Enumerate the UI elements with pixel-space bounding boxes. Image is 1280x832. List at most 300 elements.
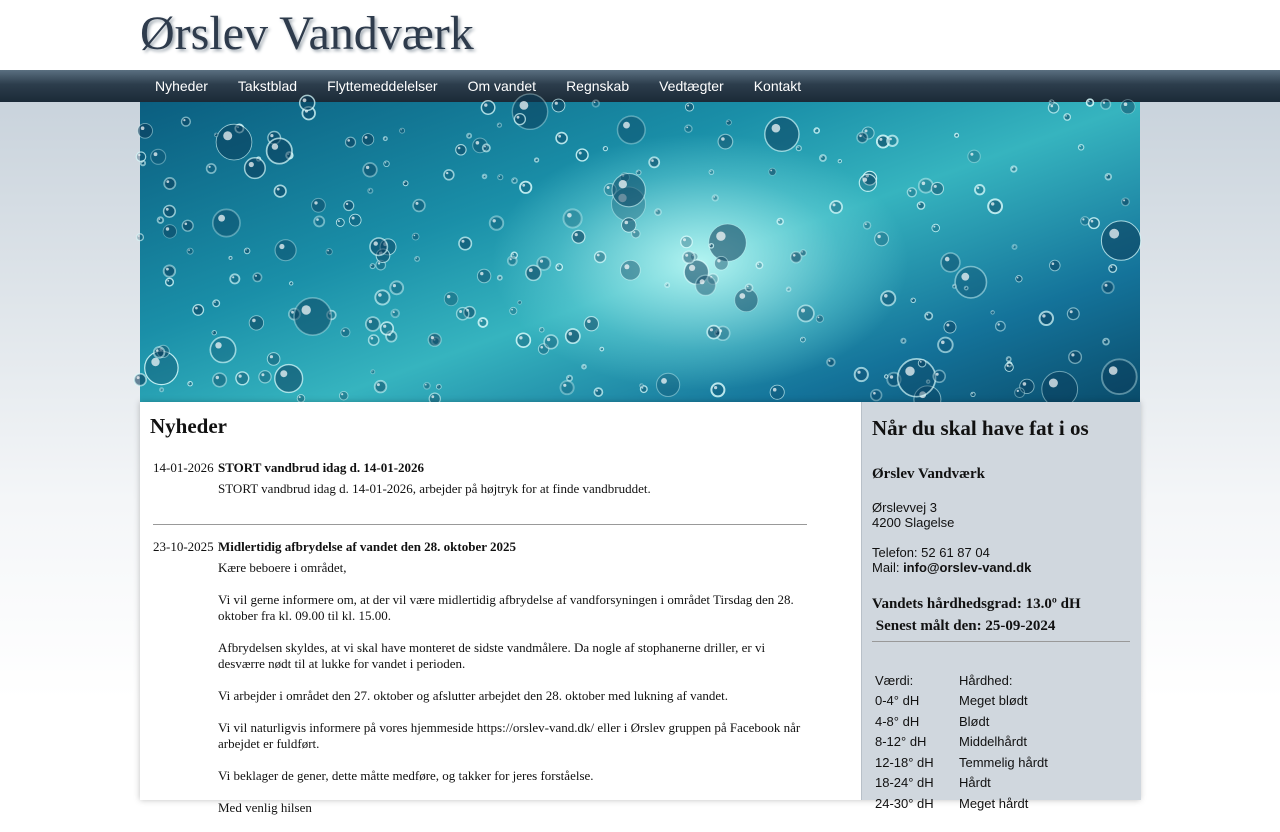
bubble-highlight — [716, 232, 725, 241]
news-paragraph: Vi vil gerne informere om, at der vil være midlertidig afbrydelse af vandforsyningen i området Tirsdag den 28. oktober fra kl. 09.00 til kl. 15.00. — [218, 592, 794, 623]
contact-info — [872, 545, 1031, 575]
bubble-highlight — [1012, 167, 1013, 168]
bubble-highlight — [619, 180, 627, 188]
bubble-highlight — [710, 328, 713, 331]
mail-line — [872, 560, 1031, 575]
bubble — [925, 312, 932, 319]
bubble-highlight — [685, 254, 688, 257]
news-date: 23-10-2025 — [153, 539, 214, 554]
bubble-highlight — [161, 389, 162, 390]
bubble-highlight — [815, 129, 816, 130]
bubble — [745, 284, 752, 291]
bubble-highlight — [1079, 146, 1080, 147]
bubble — [636, 170, 641, 175]
bubble-highlight — [833, 203, 836, 206]
bubble-highlight — [625, 221, 629, 225]
news-divider — [153, 524, 807, 525]
bubble — [312, 198, 326, 212]
bubble-highlight — [787, 288, 788, 289]
bubble-highlight — [583, 366, 584, 367]
bubble-highlight — [1023, 382, 1027, 386]
bubble-highlight — [992, 311, 993, 312]
bubble — [968, 150, 980, 162]
bubble — [456, 145, 466, 155]
bubble-highlight — [215, 134, 216, 135]
bubble-highlight — [270, 355, 273, 358]
bubble-highlight — [873, 392, 876, 395]
bubble — [137, 234, 144, 241]
bubble-highlight — [183, 119, 185, 121]
bubble — [955, 267, 986, 298]
bubble-highlight — [1017, 277, 1019, 279]
bubble — [1011, 166, 1016, 171]
bubble — [665, 283, 669, 287]
bubble — [622, 218, 636, 232]
bubble-highlight — [661, 378, 667, 384]
bubble-highlight — [710, 171, 711, 172]
bubble-highlight — [1065, 115, 1067, 117]
bubble — [838, 159, 841, 162]
bubble — [384, 137, 388, 141]
bubble-highlight — [480, 272, 483, 275]
bubble — [314, 216, 324, 226]
bubble-highlight — [919, 203, 921, 205]
news-date: 14-01-2026 — [153, 460, 214, 475]
bubble-highlight — [484, 103, 487, 106]
bubble-highlight — [522, 184, 525, 187]
bubble-highlight — [159, 219, 160, 220]
bubble — [1064, 114, 1070, 120]
nav-item-om-vandet[interactable]: Om vandet — [467, 78, 537, 94]
bubble — [875, 232, 889, 246]
bubble-highlight — [416, 202, 419, 205]
bubble — [134, 374, 146, 386]
bubble-highlight — [922, 182, 926, 186]
mail-label: Mail: — [872, 560, 904, 575]
bubble — [1015, 388, 1025, 398]
bubble-highlight — [884, 294, 888, 298]
water-bubbles-banner — [140, 102, 1140, 402]
bubble — [901, 339, 905, 343]
bubble — [709, 170, 714, 175]
bubble-highlight — [821, 156, 822, 157]
bubble — [827, 358, 835, 366]
news-list — [153, 460, 807, 832]
bubble-highlight — [955, 134, 956, 135]
news-section — [140, 402, 861, 815]
bubble-highlight — [316, 218, 319, 221]
bubble — [164, 178, 175, 189]
hardness-info — [872, 593, 1081, 637]
nav-item-kontakt[interactable]: Kontakt — [753, 78, 802, 94]
bubble — [1101, 100, 1111, 110]
bubble-highlight — [890, 375, 893, 378]
phone-number: Telefon: 52 61 87 04 — [872, 545, 990, 560]
bubble-highlight — [218, 215, 225, 222]
bubble — [917, 202, 924, 209]
mail-link[interactable]: info@orslev-vand.dk — [903, 560, 1032, 575]
bubble — [932, 224, 940, 232]
bubble-highlight — [484, 146, 486, 148]
bubble — [436, 384, 441, 389]
bubble — [600, 347, 604, 351]
table-row — [872, 711, 1051, 732]
bubble — [518, 301, 522, 305]
bubble-highlight — [141, 126, 145, 130]
bubble-highlight — [558, 135, 561, 138]
bubble — [400, 128, 405, 133]
bubble — [649, 157, 659, 167]
news-item — [153, 460, 807, 513]
bubble — [584, 317, 598, 331]
bubble — [898, 359, 936, 397]
bubble-highlight — [797, 147, 798, 148]
bubble — [444, 170, 454, 180]
bubble — [517, 333, 531, 347]
table-row — [872, 732, 1051, 753]
main-navigation — [0, 70, 1280, 102]
news-title: Midlertidig afbrydelse af vandet den 28. oktober 2025 — [218, 539, 517, 554]
bubble-highlight — [189, 382, 190, 383]
bubble-highlight — [758, 263, 760, 265]
nav-item-nyheder[interactable]: Nyheder — [155, 78, 208, 94]
bubble-highlight — [138, 154, 140, 156]
bubble — [391, 310, 399, 318]
bubble-highlight — [166, 208, 169, 211]
bubble — [595, 252, 606, 263]
bubble-highlight — [378, 293, 382, 297]
table-cell: Middelhårdt — [959, 734, 1027, 750]
nav-item-vedtaegter[interactable]: Vedtægter — [659, 78, 724, 94]
bubble — [136, 152, 145, 161]
table-cell: Hårdt — [959, 775, 991, 791]
bubble-highlight — [314, 201, 317, 204]
bubble — [556, 133, 567, 144]
bubble-highlight — [245, 249, 246, 250]
bubble-highlight — [714, 386, 717, 389]
bubble-highlight — [185, 223, 188, 226]
bubble — [855, 368, 868, 381]
bubble-highlight — [945, 257, 950, 262]
bubble — [796, 146, 801, 151]
news-paragraph: Kære beboere i området, — [218, 560, 347, 575]
bubble-highlight — [1071, 353, 1074, 356]
bubble-highlight — [1110, 266, 1112, 268]
table-cell: 4-8° dH — [875, 713, 920, 729]
bubble-highlight — [540, 346, 543, 349]
bubbles-graphic — [140, 102, 1140, 402]
bubble-highlight — [290, 282, 291, 283]
bubble-highlight — [138, 235, 140, 237]
bubble-highlight — [773, 388, 777, 392]
bubble-highlight — [1052, 262, 1055, 265]
bubble — [938, 338, 953, 353]
bubble-highlight — [480, 320, 482, 322]
bubble — [640, 384, 644, 388]
bubble-highlight — [1123, 199, 1125, 201]
bubble — [612, 173, 645, 206]
bubble-highlight — [414, 235, 416, 237]
bubble — [371, 370, 375, 374]
bubble — [370, 264, 375, 269]
content-area — [140, 402, 1140, 815]
bubble — [975, 185, 984, 194]
bubble — [681, 236, 693, 248]
bubble-highlight — [1107, 175, 1108, 176]
bubble — [871, 390, 882, 401]
bubble-highlight — [686, 127, 688, 129]
bubble-highlight — [302, 305, 311, 314]
bubble — [965, 286, 968, 289]
bubble-highlight — [303, 98, 307, 102]
bubble — [1087, 99, 1094, 106]
bubble — [336, 219, 344, 227]
bubble-highlight — [596, 390, 598, 392]
bubble — [988, 199, 1002, 213]
bubble — [1049, 100, 1054, 105]
bubble — [151, 149, 166, 164]
bubble-highlight — [747, 286, 749, 288]
bubble — [1102, 359, 1137, 394]
bubble-highlight — [371, 337, 374, 340]
bubble-highlight — [352, 217, 355, 220]
bubble — [366, 317, 380, 331]
bubble-highlight — [540, 260, 543, 263]
bubble-highlight — [383, 325, 386, 328]
bubble-highlight — [513, 179, 514, 180]
bubble-highlight — [369, 320, 372, 323]
bubble — [756, 262, 762, 268]
bubble-highlight — [327, 250, 329, 252]
bubble — [859, 174, 876, 191]
table-cell: Blødt — [959, 713, 990, 729]
bubble — [718, 134, 733, 149]
bubble-highlight — [1082, 218, 1084, 220]
site-title[interactable]: Ørslev Vandværk — [140, 7, 474, 60]
bubble — [479, 318, 488, 327]
bubble-highlight — [195, 307, 198, 310]
bubble — [481, 101, 494, 114]
bubble-highlight — [885, 376, 886, 377]
bubble — [594, 388, 602, 396]
bubble — [1005, 363, 1013, 371]
bubble-highlight — [587, 319, 591, 323]
bubble — [512, 178, 517, 183]
bubble-highlight — [483, 175, 484, 176]
bubble — [621, 260, 641, 280]
bubble-highlight — [517, 116, 520, 119]
bubble — [566, 329, 580, 343]
bubble — [413, 200, 425, 212]
address-city: 4200 Slagelse — [872, 515, 955, 530]
table-cell: Meget blødt — [959, 693, 1028, 709]
bubble-highlight — [801, 309, 805, 313]
bubble — [483, 175, 487, 179]
bubble — [182, 117, 191, 126]
bubble — [709, 244, 713, 248]
bubble-highlight — [462, 240, 465, 243]
bubble-highlight — [378, 262, 380, 264]
bubble — [572, 230, 585, 243]
bubble — [685, 125, 692, 132]
bubble-highlight — [1007, 365, 1009, 367]
bubble-highlight — [802, 338, 803, 339]
bubble-highlight — [953, 285, 954, 286]
bubble — [369, 335, 379, 345]
bubble-highlight — [493, 219, 496, 222]
table-cell: 0-4° dH — [875, 693, 920, 709]
bubble-highlight — [499, 277, 500, 278]
bubble-highlight — [1042, 314, 1045, 317]
bubble — [166, 278, 174, 286]
bubble — [931, 182, 943, 194]
bubble — [467, 134, 471, 138]
bubble-highlight — [946, 324, 949, 327]
bubble-highlight — [188, 249, 190, 251]
bubble-highlight — [912, 299, 913, 300]
table-row — [872, 773, 1051, 794]
bubble — [213, 209, 240, 236]
bubble — [1067, 308, 1079, 320]
bubble-highlight — [927, 314, 929, 316]
bubble — [207, 164, 216, 173]
bubble-highlight — [624, 264, 629, 269]
bubble — [412, 233, 419, 240]
bubble — [326, 249, 332, 255]
bubble — [765, 117, 799, 151]
bubble — [696, 275, 716, 295]
bubble — [907, 188, 916, 197]
bubble — [229, 256, 232, 259]
bubble-highlight — [1091, 220, 1094, 223]
bubble-highlight — [230, 257, 231, 258]
table-cell: 12-18° dH — [875, 754, 934, 770]
bubble-highlight — [1070, 310, 1073, 313]
bubble — [187, 248, 193, 254]
bubble — [216, 124, 252, 160]
bubble — [214, 133, 218, 137]
bubble-highlight — [299, 396, 301, 398]
bubble — [769, 168, 776, 175]
bubble — [457, 308, 469, 320]
bubble-highlight — [401, 129, 402, 130]
bubble-highlight — [1049, 379, 1058, 388]
hardness-measured-date: Senest målt den: 25-09-2024 — [872, 618, 1056, 634]
bubble-highlight — [291, 311, 294, 314]
bubble-highlight — [468, 135, 469, 136]
bubble-highlight — [338, 220, 340, 222]
bubble-highlight — [216, 376, 219, 379]
bubble — [567, 376, 572, 381]
bubble-highlight — [656, 210, 657, 211]
bubble-highlight — [1007, 358, 1008, 359]
bubble-highlight — [272, 143, 278, 149]
bubble-highlight — [151, 358, 159, 366]
bubble-highlight — [859, 135, 862, 138]
bubble — [1102, 282, 1114, 294]
address — [872, 500, 954, 530]
bubble-highlight — [905, 367, 914, 376]
bubble — [212, 331, 216, 335]
bubble-highlight — [801, 251, 802, 252]
bubble-highlight — [393, 311, 395, 313]
bubble-highlight — [255, 275, 257, 277]
nav-item-takstblad[interactable]: Takstblad — [237, 78, 298, 94]
bubble-highlight — [384, 138, 385, 139]
bubble — [735, 289, 758, 312]
table-header: Værdi: — [875, 672, 914, 688]
bubble-highlight — [818, 317, 820, 319]
bubble — [1069, 351, 1082, 364]
bubble — [582, 365, 586, 369]
bubble — [182, 220, 193, 231]
hardness-value: Vandets hårdhedsgrad: 13.0º dH — [872, 596, 1081, 612]
bubble-highlight — [166, 268, 169, 271]
bubble-highlight — [529, 268, 533, 272]
bubble-highlight — [369, 189, 370, 190]
address-street: Ørslevvej 3 — [872, 500, 938, 515]
nav-item-flyttemeddelelser[interactable]: Flyttemeddelelser — [327, 78, 438, 94]
bubble-highlight — [374, 241, 378, 245]
bubble — [1106, 174, 1112, 180]
bubble-highlight — [519, 336, 522, 339]
bubble — [996, 321, 1006, 331]
bubble-highlight — [965, 287, 966, 288]
bubble — [370, 238, 387, 255]
bubble — [193, 305, 204, 316]
bubble — [911, 298, 915, 302]
bubble-highlight — [261, 373, 264, 376]
bubble-highlight — [920, 361, 922, 363]
bubble-highlight — [279, 244, 284, 249]
bubble-highlight — [214, 301, 216, 303]
bubble — [375, 381, 387, 393]
bubble — [497, 123, 501, 127]
bubble — [1007, 357, 1011, 361]
bubble-highlight — [404, 182, 405, 183]
nav-item-regnskab[interactable]: Regnskab — [566, 78, 630, 94]
sidebar-divider — [872, 641, 1130, 642]
bubble-highlight — [512, 253, 514, 255]
bubble-highlight — [879, 138, 882, 141]
bubble — [415, 257, 420, 262]
bubble — [188, 382, 192, 386]
bubble — [820, 155, 826, 161]
bubble — [249, 316, 263, 330]
bubble-highlight — [710, 244, 711, 245]
bubble-highlight — [739, 293, 745, 299]
bubble — [138, 123, 153, 138]
table-row — [872, 793, 1051, 814]
bubble-highlight — [772, 124, 781, 133]
bubble-highlight — [458, 147, 461, 150]
bubble — [520, 182, 531, 193]
contact-heading: Når du skal have fat i os — [872, 416, 1089, 440]
table-header: Hårdhed: — [959, 672, 1013, 688]
bubble — [798, 305, 814, 321]
bubble-highlight — [863, 178, 867, 182]
bubble — [941, 253, 960, 272]
bubble-highlight — [721, 137, 725, 141]
bubble-highlight — [365, 136, 368, 139]
bubble — [253, 273, 261, 281]
bubble-highlight — [727, 121, 728, 122]
bubble — [514, 114, 525, 125]
bubble-highlight — [972, 393, 973, 394]
bubble-highlight — [877, 235, 880, 238]
table-cell: 24-30° dH — [875, 795, 934, 811]
bubble — [1078, 145, 1083, 150]
